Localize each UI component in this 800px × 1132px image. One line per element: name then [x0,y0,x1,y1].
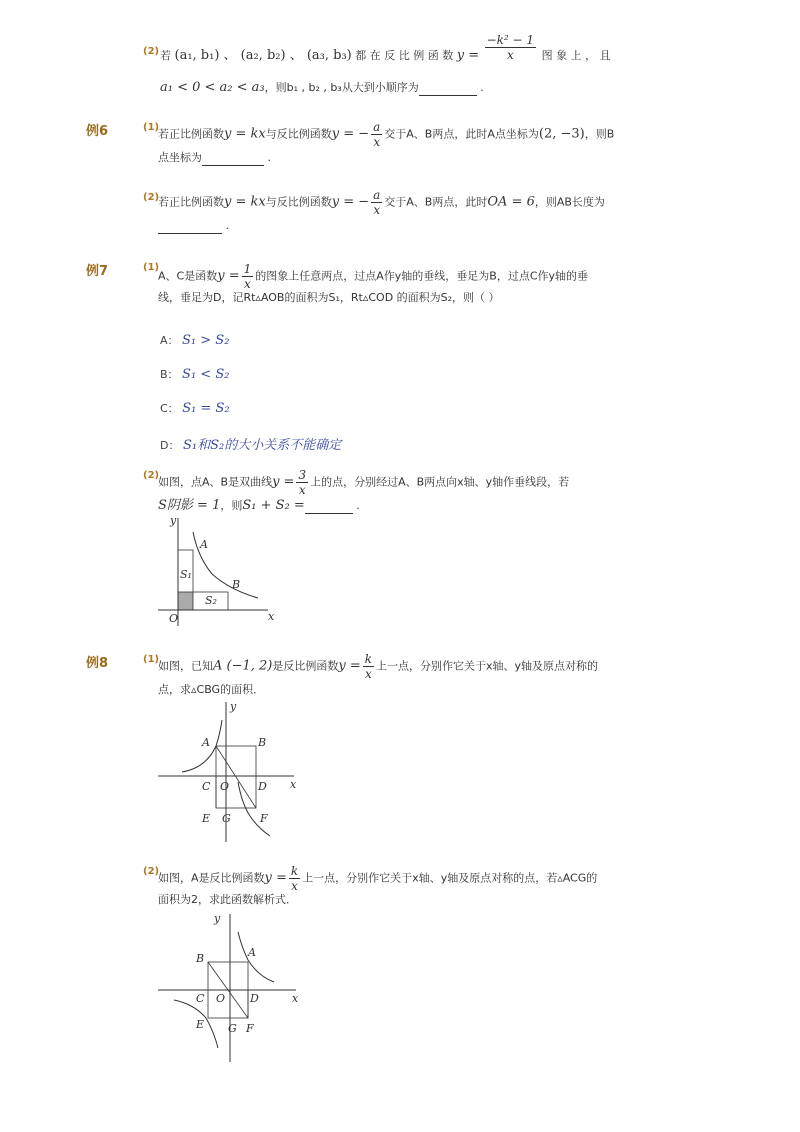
formula: y = [264,870,287,886]
text: 的图象上任意两点，过点A作y轴的垂线，垂足为B，过点C作y轴的垂 [255,269,589,283]
point-g-label: G [222,812,231,825]
origin-label: O [216,992,226,1005]
point-c-label: C [196,992,205,1005]
choice-value: S₁和S₂的大小关系不能确定 [182,438,342,453]
question-number: (1) [143,654,160,665]
origin-label: O [169,612,179,625]
point-d-label: D [258,780,267,793]
x-label: x [268,610,275,623]
formula: S阴影 = 1 [158,498,221,513]
hyperbola-branch-upper [238,932,274,982]
text: ，则AB长度为 [534,195,605,209]
choice-key: A： [160,334,179,347]
s2-label: S₂ [205,594,217,607]
y-label: y [170,514,177,527]
x-label: x [290,778,297,791]
answer-blank[interactable] [305,501,353,514]
choice-value: S₁ < S₂ [182,367,230,382]
text: 上一点，分别作它关于x轴、y轴及原点对称的点，若▵ACG的 [302,871,598,885]
example-label: 例7 [86,264,109,279]
formula: y = [217,268,240,284]
coordinate: (2, −3) [538,126,585,142]
text: 与反比例函数 [265,127,332,141]
fraction [485,33,536,62]
choice-d[interactable] [160,434,341,453]
fraction-numerator: k [364,652,373,666]
text: A、C是函数 [158,269,218,283]
text: 若正比例函数 [158,195,224,209]
text: 图 象 上 ， 且 [541,49,611,62]
formula: y = [338,658,361,674]
text: ，则B [584,127,615,141]
choice-value: S₁ > S₂ [182,333,230,348]
answer-blank[interactable] [158,221,222,234]
point-e-label: E [202,812,211,825]
text: 交于A、B两点，此时 [384,195,488,209]
hyperbola-area-figure [150,512,280,632]
question-text-line [158,218,229,234]
fraction-denominator: x [291,879,298,893]
point-a-label: A [200,538,208,551]
fraction-numerator: a [373,188,381,202]
question-number: (1) [143,122,160,133]
fraction-denominator: x [373,135,381,149]
diagonal-line [216,746,256,808]
example-label: 例8 [86,656,109,671]
point-a-label: A [202,736,210,749]
origin-label: O [220,780,230,793]
question-text-line [158,468,569,497]
fraction [363,652,374,681]
fraction [296,468,308,497]
fraction-denominator: x [373,203,381,217]
question-number: (2) [143,192,160,203]
point-b-label: B [196,952,205,965]
fraction [242,262,254,291]
text: . [225,219,229,232]
fraction-numerator: 1 [243,262,252,276]
point-f-label: F [246,1022,254,1035]
choice-key: B： [160,368,179,381]
point-f-label: F [260,812,268,825]
formula: y = [272,474,295,490]
answer-blank[interactable] [419,83,477,96]
fraction-numerator: 3 [298,468,307,482]
choice-value: S₁ = S₂ [182,401,230,416]
text: 如图，点A、B是双曲线 [158,475,273,489]
fraction-numerator: −k² − 1 [486,32,535,47]
choice-b[interactable] [160,366,229,382]
text: 上的点，分别经过A、B两点向x轴、y轴作垂线段，若 [310,475,570,489]
text: ，则 [220,499,243,512]
fraction [289,864,300,893]
text: 交于A、B两点，此时A点坐标为 [384,127,539,141]
symmetry-figure-2 [150,908,310,1068]
fraction-denominator: x [244,277,251,291]
text: . [356,499,360,512]
text: . [480,81,484,94]
example-label: 例6 [86,124,109,139]
text: . [267,151,271,164]
x-label: x [292,992,299,1005]
shaded-region [178,592,193,610]
point-formula: A (−1, 2) [213,658,273,674]
point-b-label: B [232,578,241,591]
text: 都 在 反 比 例 函 数 [355,49,454,62]
formula: y = kx [224,194,266,210]
question-number: (2) [143,866,160,877]
question-text-line [160,32,611,64]
formula: OA = 6 [487,194,535,210]
formula: y = − [331,126,370,142]
text: 点坐标为 [158,151,202,164]
formula: y = kx [224,126,266,142]
point-d-label: D [250,992,259,1005]
fraction-denominator: x [365,667,372,681]
text: 与反比例函数 [265,195,332,209]
point-e-label: E [196,1018,205,1031]
point-c-label: C [202,780,211,793]
question-text-line [158,150,271,166]
point-g-label: G [228,1022,237,1035]
question-text-line [158,188,605,217]
y-label: y [214,912,221,925]
fraction [371,120,382,149]
choice-key: C： [160,402,179,415]
fraction [371,188,382,217]
fraction-denominator: x [298,483,306,497]
question-text-line [158,120,614,149]
formula: S₁ + S₂ = [242,498,305,513]
question-text-line [158,262,588,291]
question-number: (2) [143,46,160,57]
fraction-denominator: x [506,47,514,62]
symmetry-figure-1 [150,696,310,846]
question-text-line: 线，垂足为D，记Rt▵AOB的面积为S₁，Rt▵COD 的面积为S₂，则（ ） [158,291,500,304]
choice-key: D： [160,439,180,452]
answer-blank[interactable] [202,153,264,166]
fraction-numerator: k [290,864,299,878]
choice-c[interactable] [160,400,230,416]
s1-label: S₁ [180,568,192,581]
text: 如图，A是反比例函数 [158,871,265,885]
choice-a[interactable] [160,332,229,348]
text: 若正比例函数 [158,127,224,141]
question-text-line [160,80,484,96]
question-number: (1) [143,262,160,273]
fraction-numerator: a [373,120,381,134]
text: 是反比例函数 [272,659,339,673]
y-label: y [230,700,237,713]
point-b-label: B [258,736,267,749]
text: 若 [160,49,171,62]
question-text-line: 面积为2，求此函数解析式． [158,893,297,906]
point-a-label: A [248,946,256,959]
text: 如图，已知 [158,659,213,673]
question-text-line [158,864,597,893]
condition-formula: a₁ < 0 < a₂ < a₃ [160,80,265,95]
points-formula: (a₁, b₁) 、 (a₂, b₂) 、 (a₃, b₃) [174,48,352,63]
question-number: (2) [143,470,160,481]
formula-y: y = [456,48,480,63]
formula: y = − [331,194,370,210]
text: 上一点，分别作它关于x轴、y轴及原点对称的 [376,659,599,673]
question-text-line [158,652,598,681]
text: ，则b₁ , b₂ , b₃从大到小顺序为 [264,81,419,94]
question-text-line: 点，求▵CBG的面积． [158,683,265,696]
